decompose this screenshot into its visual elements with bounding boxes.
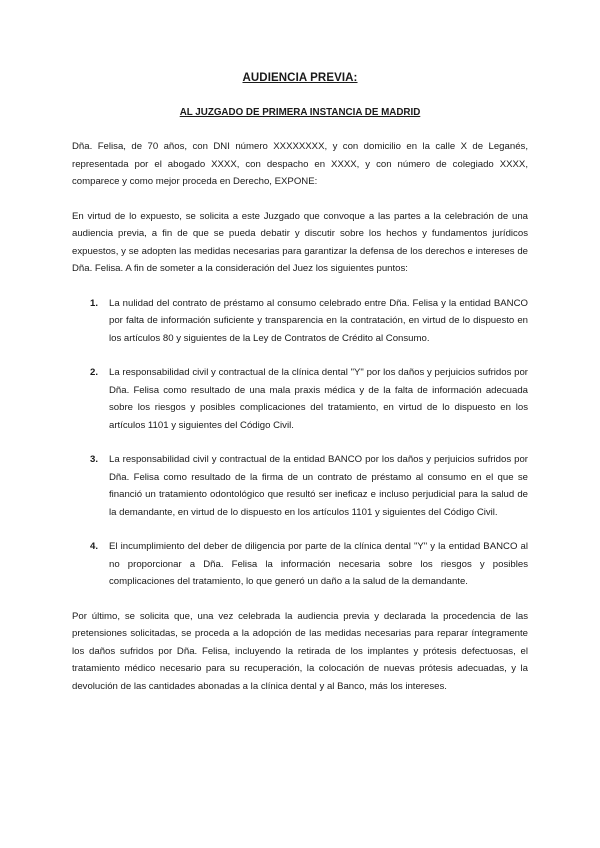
list-item-text: La responsabilidad civil y contractual de la clínica dental "Y" por los daños y perjuicios sufridos por Dña. Felisa como resultado de una mala praxis médica y de la falta de información adecuada sobre los riesgos y posibles complicaciones del tratamiento, en virtud de lo dispuesto en los artículos 1101 y siguientes del Código Civil. xyxy=(109,367,528,431)
request-paragraph: En virtud de lo expuesto, se solicita a este Juzgado que convoque a las partes a la celebración de una audiencia previa, a fin de que se pueda debatir y discutir sobre los hechos y fundamentos jurídicos expuestos, y se adopten las medidas necesarias para garantizar la defensa de los derechos e intereses de Dña. Felisa. A fin de someter a la consideración del Juez los siguientes puntos: xyxy=(72,210,528,274)
list-item xyxy=(72,451,528,521)
list-item-number: 3. xyxy=(90,454,99,465)
list-item-number: 4. xyxy=(90,541,99,552)
list-item-number: 1. xyxy=(90,297,99,309)
list-item-text: La nulidad del contrato de préstamo al consumo celebrado entre Dña. Felisa y la entidad BANCO por falta de información suficiente y transparencia en la contratación, en virtud de lo dispuesto en los artículos 80 y siguientes de la Ley de Contratos de Crédito al Consumo. xyxy=(109,297,528,344)
document-title: AUDIENCIA PREVIA: xyxy=(242,72,358,84)
list-item-text: El incumplimiento del deber de diligencia por parte de la clínica dental "Y" y la entidad BANCO al no proporcionar a Dña. Felisa la información necesaria sobre los riesgos y posibles complicaciones del tratamiento, lo que generó un daño a la salud de la demandante. xyxy=(109,541,528,587)
points-list xyxy=(72,295,528,591)
list-item xyxy=(72,295,528,348)
intro-paragraph: Dña. Felisa, de 70 años, con DNI número XXXXXXXX, y con domicilio en la calle X de Leganés, representada por el abogado XXXX, con despacho en XXXX, y con número de colegiado XXXX, comparece y como mejor proceda en Derecho, EXPONE: xyxy=(72,141,528,187)
list-item xyxy=(72,364,528,434)
list-item xyxy=(72,538,528,591)
court-heading: AL JUZGADO DE PRIMERA INSTANCIA DE MADRID xyxy=(179,107,421,118)
list-item-text: La responsabilidad civil y contractual de la entidad BANCO por los daños y perjuicios sufridos por Dña. Felisa como resultado de la firma de un contrato de préstamo al consumo en el que se financió un tratamiento odontológico que resultó ser ineficaz e incluso perjudicial para la salud de la demandante, en virtud de lo dispuesto en los artículos 1101 y siguientes del Código Civil. xyxy=(109,454,528,518)
closing-paragraph: Por último, se solicita que, una vez celebrada la audiencia previa y declarada la procedencia de las pretensiones solicitadas, se proceda a la adopción de las medidas necesarias para reparar íntegramente los daños sufridos por Dña. Felisa, incluyendo la retirada de los implantes y prótesis defectuosas, el tratamiento médico necesario para su recuperación, la colocación de nuevas prótesis adecuadas, y la devolución de las cantidades abonadas a la clínica dental y al Banco, más los intereses. xyxy=(72,610,528,692)
list-item-number: 2. xyxy=(90,367,99,378)
